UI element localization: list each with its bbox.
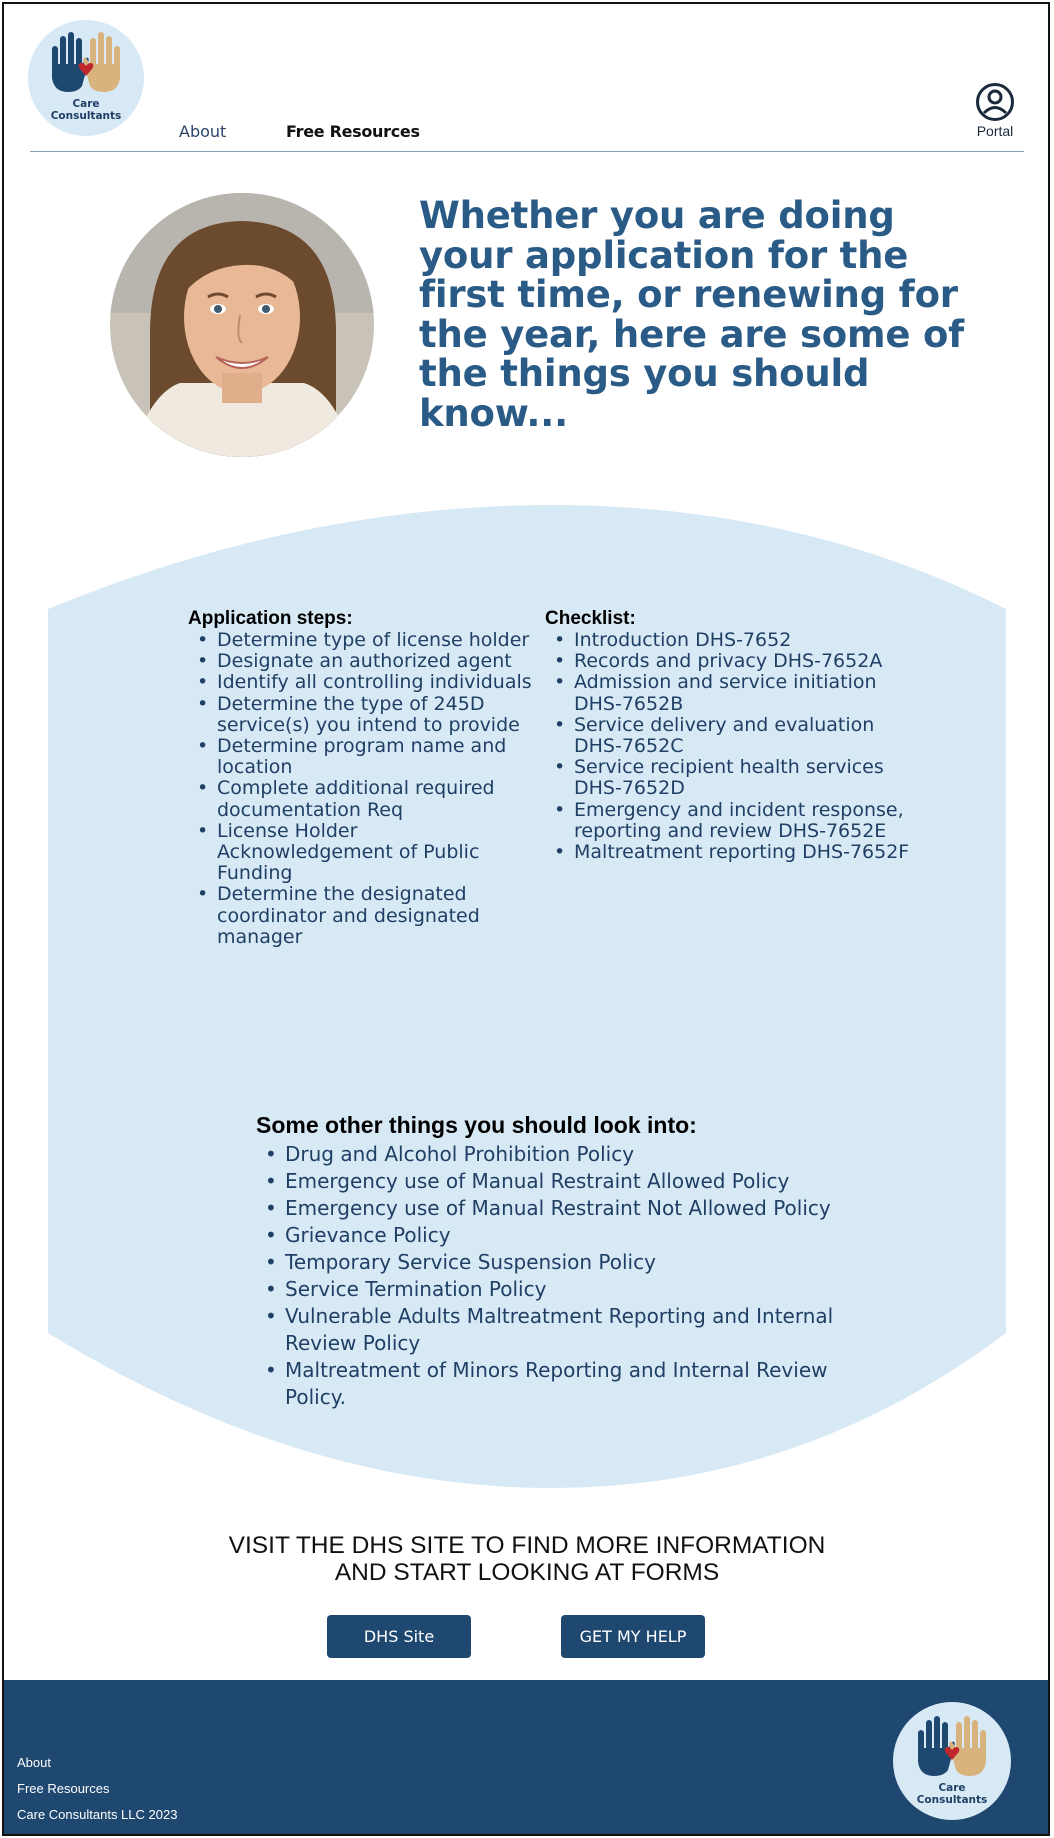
list-item: • Emergency use of Manual Restraint Not Allowed Policy: [256, 1195, 856, 1222]
list-item: • Complete additional required documentation Req: [188, 778, 533, 820]
list-item: • Determine program name and location: [188, 736, 533, 778]
logo-text: Care Consultants: [50, 98, 122, 122]
list-item: • Determine the designated coordinator and designated manager: [188, 884, 533, 948]
list-item: • Designate an authorized agent: [188, 651, 533, 672]
footer-logo-text: Care Consultants: [916, 1782, 988, 1806]
cta-text: [0, 1532, 1054, 1586]
other-things-list: [256, 1141, 856, 1411]
list-item: • License Holder Acknowledgement of Public Funding: [188, 821, 533, 885]
list-item: • Grievance Policy: [256, 1222, 856, 1249]
cta-line-2: AND START LOOKING AT FORMS: [334, 1559, 720, 1586]
get-my-help-button[interactable]: GET MY HELP: [561, 1615, 705, 1658]
list-item: • Vulnerable Adults Maltreatment Reporting and Internal Review Policy: [256, 1303, 856, 1357]
list-item: • Drug and Alcohol Prohibition Policy: [256, 1141, 856, 1168]
nav-about-link[interactable]: About: [179, 122, 227, 141]
list-item: • Temporary Service Suspension Policy: [256, 1249, 856, 1276]
footer-logo[interactable]: [893, 1702, 1011, 1820]
list-item: • Identify all controlling individuals: [188, 672, 533, 693]
application-steps-title: Application steps:: [188, 608, 353, 629]
footer-free-resources-link[interactable]: Free Resources: [17, 1781, 110, 1796]
list-item: • Admission and service initiation DHS-7652B: [545, 672, 910, 714]
checklist-title: Checklist:: [545, 608, 636, 629]
list-item: • Service delivery and evaluation DHS-7652C: [545, 715, 910, 757]
portal-label: Portal: [976, 123, 1014, 139]
list-item: • Service Termination Policy: [256, 1276, 856, 1303]
list-item: • Records and privacy DHS-7652A: [545, 651, 910, 672]
checklist-list: [545, 630, 910, 863]
hero-heading: Whether you are doing your application for the first time, or renewing for the year, here are some of the things you should know...: [419, 194, 965, 435]
footer-copyright: Care Consultants LLC 2023: [17, 1807, 178, 1822]
other-things-title: Some other things you should look into:: [256, 1112, 697, 1138]
list-item: • Service recipient health services DHS-7652D: [545, 757, 910, 799]
footer: [4, 1680, 1050, 1836]
list-item: • Emergency use of Manual Restraint Allowed Policy: [256, 1168, 856, 1195]
dhs-site-button[interactable]: DHS Site: [327, 1615, 471, 1658]
application-steps-list: [188, 630, 533, 948]
footer-about-link[interactable]: About: [17, 1755, 51, 1770]
nav-free-resources-link[interactable]: Free Resources: [286, 122, 420, 141]
list-item: • Emergency and incident response, reporting and review DHS-7652E: [545, 800, 910, 842]
list-item: • Determine type of license holder: [188, 630, 533, 651]
hands-logo-icon: [914, 1712, 990, 1784]
cta-line-1: VISIT THE DHS SITE TO FIND MORE INFORMATION: [228, 1532, 826, 1559]
list-item: • Maltreatment of Minors Reporting and Internal Review Policy.: [256, 1357, 856, 1411]
list-item: • Introduction DHS-7652: [545, 630, 910, 651]
list-item: • Maltreatment reporting DHS-7652F: [545, 842, 910, 863]
list-item: • Determine the type of 245D service(s) you intend to provide: [188, 694, 533, 736]
